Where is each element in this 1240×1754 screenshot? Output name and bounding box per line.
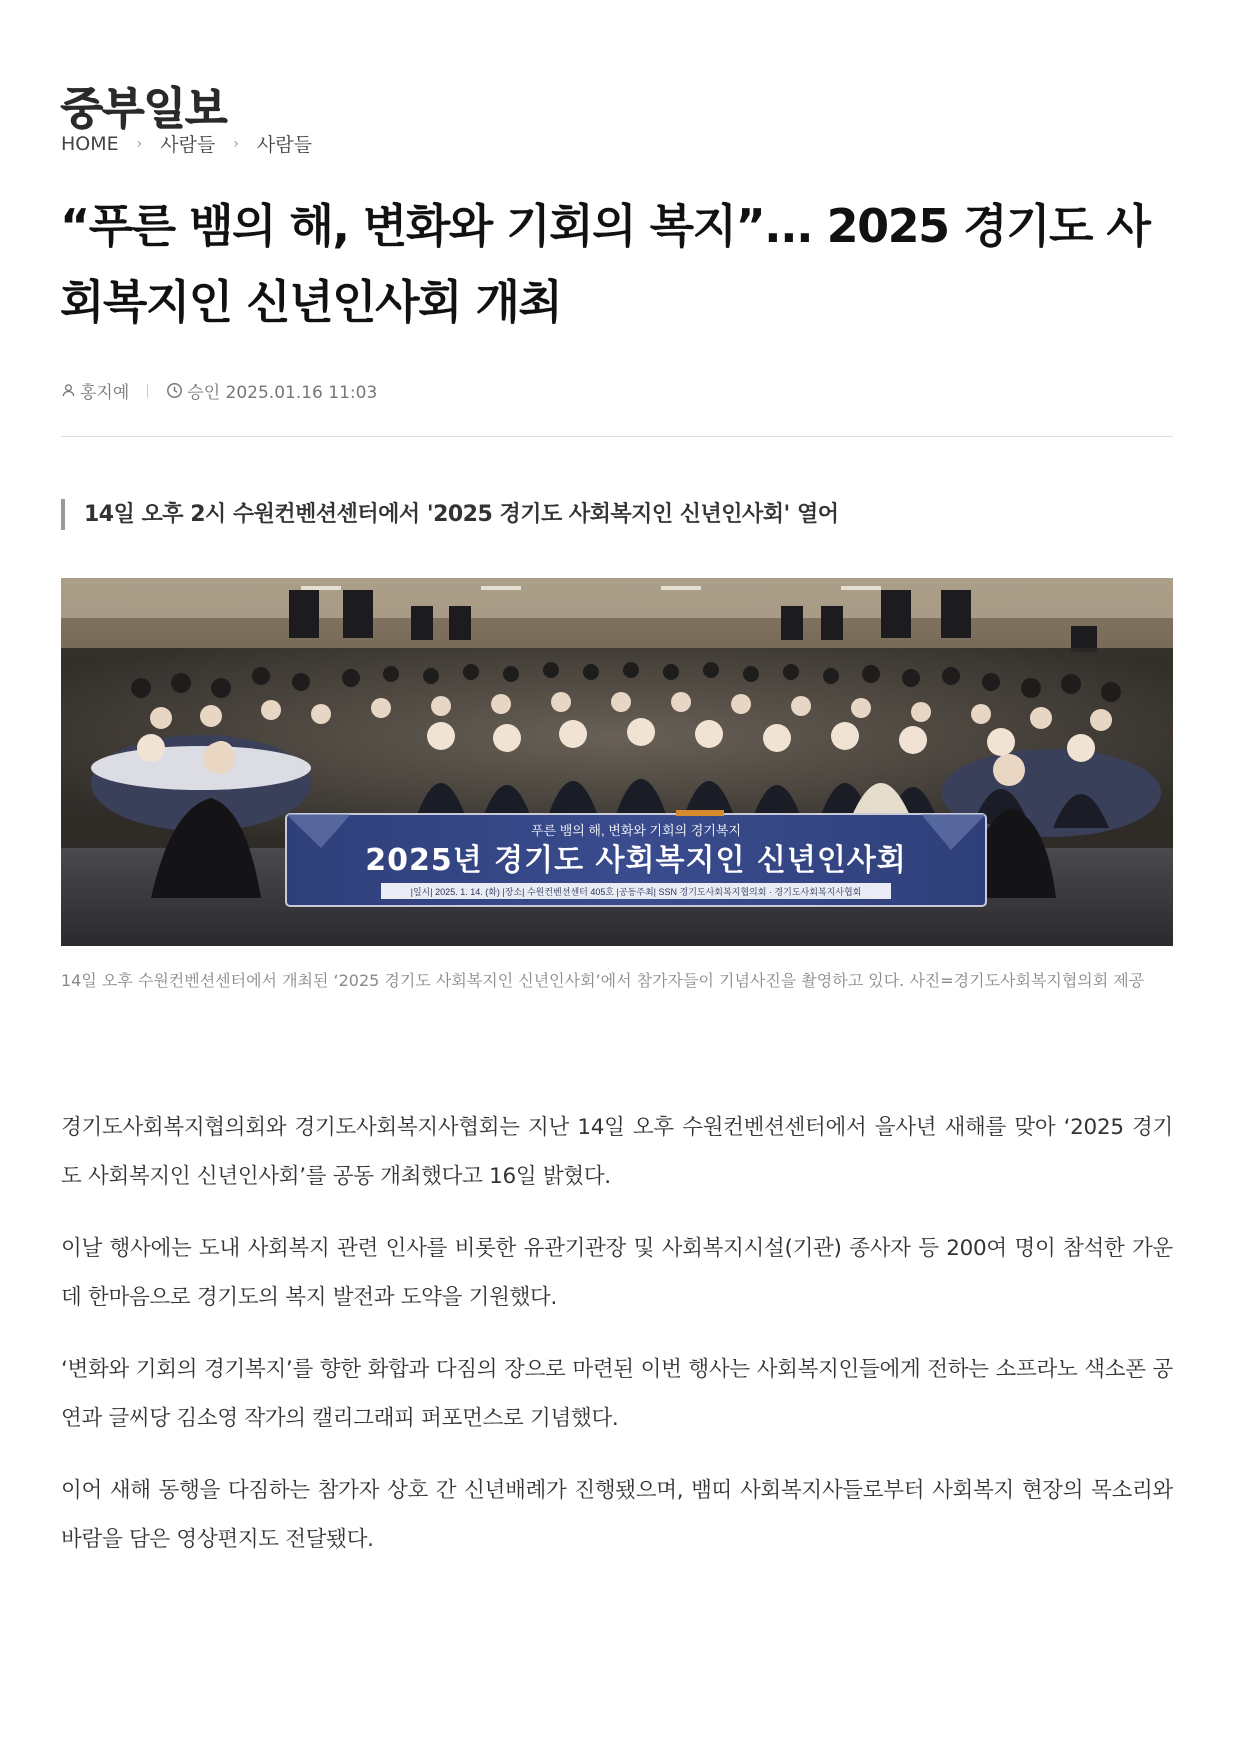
article-photo[interactable] <box>61 578 1173 946</box>
article-body <box>61 1103 1173 1587</box>
clock-icon <box>166 382 183 399</box>
banner-title: 2025년 경기도 사회복지인 신년인사회 <box>365 843 907 878</box>
article-subheading: 14일 오후 2시 수원컨벤션센터에서 '2025 경기도 사회복지인 신년인사회' 열어 <box>61 499 838 530</box>
breadcrumb-subsection[interactable]: 사람들 <box>256 134 312 156</box>
person-icon <box>61 383 76 398</box>
chevron-right-icon: › <box>233 135 239 152</box>
author-name[interactable]: 홍지예 <box>80 383 130 403</box>
breadcrumb <box>61 130 312 157</box>
site-logo[interactable]: 중부일보 <box>60 83 227 134</box>
article-paragraph: ‘변화와 기회의 경기복지’를 향한 화합과 다짐의 장으로 마련된 이번 행사는 사회복지인들에게 전하는 소프라노 색소폰 공연과 글씨당 김소영 작가의 캘리그래피 퍼포먼스로 기념했다. <box>61 1357 1173 1431</box>
article-paragraph: 이어 새해 동행을 다짐하는 참가자 상호 간 신년배례가 진행됐으며, 뱀띠 사회복지사들로부터 사회복지 현장의 목소리와 바람을 담은 영상편지도 전달됐다. <box>61 1478 1173 1552</box>
article-paragraph: 경기도사회복지협의회와 경기도사회복지사협회는 지난 14일 오후 수원컨벤션센터에서 을사년 새해를 맞아 ‘2025 경기도 사회복지인 신년인사회’를 공동 개최했다고 16일 밝혔다. <box>61 1115 1173 1189</box>
breadcrumb-home[interactable]: HOME <box>61 132 119 155</box>
article-paragraph: 이날 행사에는 도내 사회복지 관련 인사를 비롯한 유관기관장 및 사회복지시설(기관) 종사자 등 200여 명이 참석한 가운데 한마음으로 경기도의 복지 발전과 도약을 기원했다. <box>61 1236 1173 1310</box>
breadcrumb-section[interactable]: 사람들 <box>160 134 216 156</box>
banner-subtitle: 푸른 뱀의 해, 변화와 기회의 경기복지 <box>530 823 742 838</box>
header-divider <box>61 436 1173 437</box>
article-headline: “푸른 뱀의 해, 변화와 기회의 복지”... 2025 경기도 사회복지인 신년인사회 개최 <box>60 199 1150 329</box>
banner-info: |일시| 2025. 1. 14. (화) |장소| 수원컨벤션센터 405호 |공동주최| SSN 경기도사회복지협의회 · 경기도사회복지사협회 <box>410 887 862 897</box>
publish-date: 승인 2025.01.16 11:03 <box>187 383 378 403</box>
meta-divider <box>147 384 148 398</box>
article-meta <box>61 378 377 403</box>
chevron-right-icon: › <box>136 135 143 152</box>
photo-caption: 14일 오후 수원컨벤션센터에서 개최된 ‘2025 경기도 사회복지인 신년인사회’에서 참가자들이 기념사진을 촬영하고 있다. 사진=경기도사회복지협의회 제공 <box>61 971 1145 990</box>
